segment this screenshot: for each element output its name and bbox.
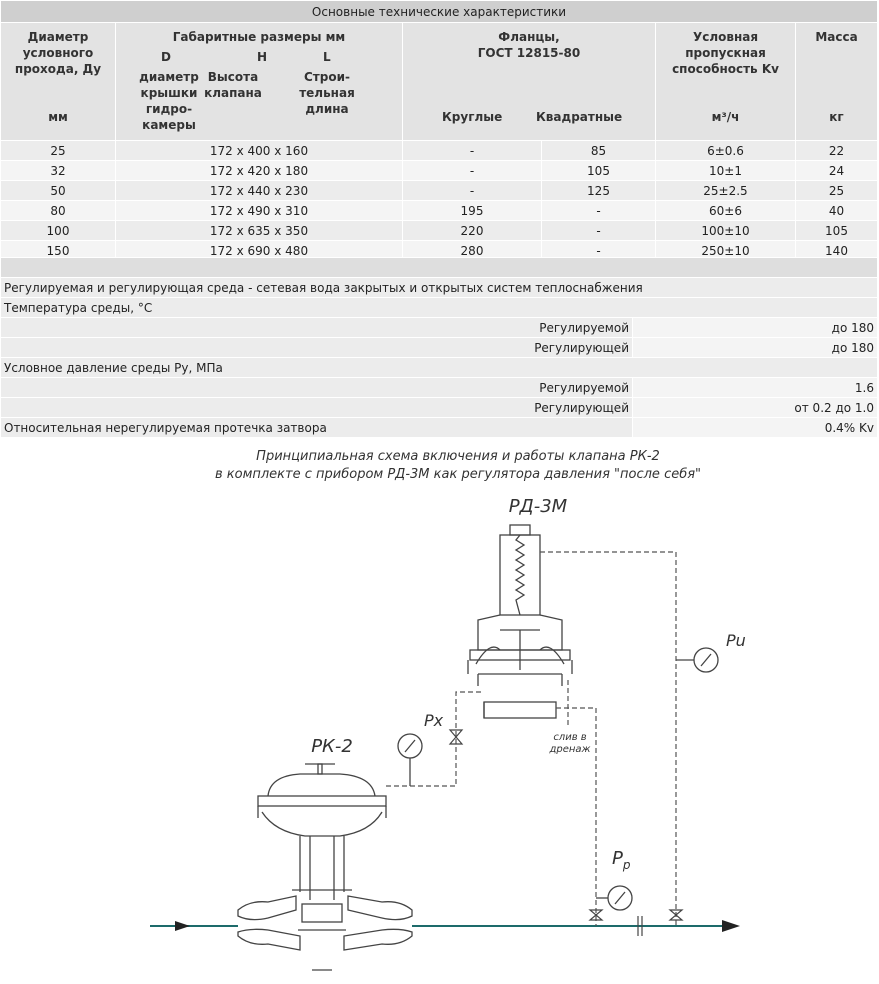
spacer-row	[1, 258, 878, 278]
leak-label: Относительная нерегулируемая протечка затвора	[1, 418, 633, 438]
header-gabarit: Габаритные размеры мм D H L диаметр крышки гидро- камеры Высота клапана Строи- тельная длина	[116, 23, 403, 141]
table-row: 32 172 х 420 х 180 - 105 10±1 24	[1, 161, 878, 181]
pressure-label: Условное давление среды Ру, МПа	[1, 358, 878, 378]
rd3m-label: РД-3М	[508, 496, 568, 517]
pressure-regulating-label: Регулирующей	[1, 398, 633, 418]
table-title: Основные технические характеристики	[1, 1, 878, 23]
outlet-arrow-icon	[722, 920, 740, 932]
pu-label: Pu	[726, 631, 746, 650]
gauge-px-icon	[398, 734, 422, 786]
header-round: Круглые	[442, 110, 503, 124]
header-kv: Условная пропускная способность Kv м³/ч	[656, 23, 796, 141]
scheme-title-line2: в комплекте с прибором РД-3М как регулятора давления "после себя"	[214, 467, 702, 482]
scheme-title-line1: Принципиальная схема включения и работы клапана РК-2	[256, 449, 660, 464]
rk2-label: РК-2	[311, 736, 353, 757]
shutoff-valve-icons	[590, 910, 682, 936]
drain-label-line1: слив в	[553, 732, 587, 743]
header-mass-unit: кг	[829, 110, 844, 124]
header-mass: Масса кг	[796, 23, 878, 141]
table-row: 25 172 х 400 х 160 - 85 6±0.6 22	[1, 141, 878, 161]
impulse-lines	[386, 552, 676, 926]
pressure-regulating-value: от 0.2 до 1.0	[633, 398, 878, 418]
temperature-label: Температура среды, °С	[1, 298, 878, 318]
header-square: Квадратные	[536, 110, 623, 124]
gauge-pu-icon	[676, 648, 718, 672]
inlet-arrow-icon	[175, 921, 190, 931]
header-kv-unit: м³/ч	[711, 110, 740, 124]
rk2-valve	[238, 764, 412, 970]
connection-scheme	[0, 440, 879, 984]
table-row: 50 172 х 440 х 230 - 125 25±2.5 25	[1, 181, 878, 201]
table-row: 80 172 х 490 х 310 195 - 60±6 40	[1, 201, 878, 221]
rd3m-regulator	[468, 525, 572, 718]
pressure-regulated-value: 1.6	[633, 378, 878, 398]
header-flanges: Фланцы, ГОСТ 12815-80 Круглые Квадратные	[403, 23, 656, 141]
environment-table	[0, 257, 878, 438]
medium-text: Регулируемая и регулирующая среда - сетевая вода закрытых и открытых систем теплоснабжения	[1, 278, 878, 298]
gauge-pp-icon	[596, 886, 632, 910]
spec-table	[0, 0, 878, 261]
header-diameter: Диаметр условного прохода, Ду мм	[1, 23, 116, 141]
temp-regulating-value: до 180	[633, 338, 878, 358]
pp-label: $P_p$	[612, 848, 631, 872]
table-row: 150 172 х 690 х 480 280 - 250±10 140	[1, 241, 878, 261]
temp-regulated-value: до 180	[633, 318, 878, 338]
temp-regulating-label: Регулирующей	[1, 338, 633, 358]
px-label: Px	[424, 711, 444, 730]
temp-regulated-label: Регулируемой	[1, 318, 633, 338]
pressure-regulated-label: Регулируемой	[1, 378, 633, 398]
leak-value: 0.4% Kv	[633, 418, 878, 438]
drain-label-line2: дренаж	[549, 744, 591, 755]
table-row: 100 172 х 635 х 350 220 - 100±10 105	[1, 221, 878, 241]
header-diameter-unit: мм	[48, 110, 68, 124]
